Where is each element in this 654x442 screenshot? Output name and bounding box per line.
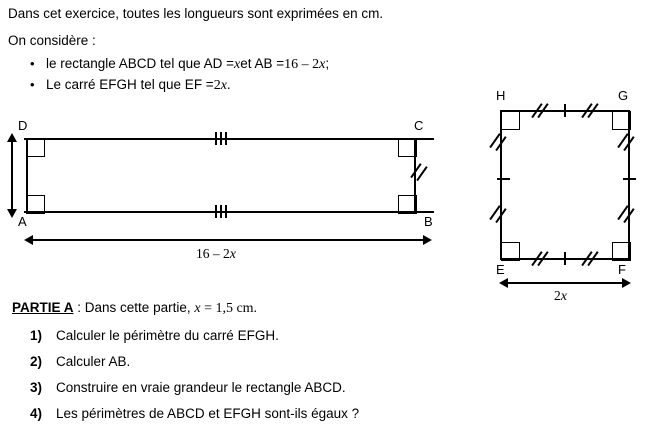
intro-text: Dans cet exercice, toutes les longueurs sont exprimées en cm. [8, 6, 384, 21]
segment-GF [628, 110, 630, 260]
partie-var: x [194, 301, 201, 316]
dimension-line-AB [33, 239, 423, 241]
vertex-label-A: A [18, 214, 27, 229]
dimension-prefix: 2 [554, 288, 561, 303]
bullet-expr-2: 2 [213, 78, 221, 93]
partie-value: = 1,5 cm. [200, 301, 258, 316]
partie-separator: : [73, 300, 85, 315]
question-text: Calculer AB. [56, 354, 131, 369]
dimension-arrow-right [423, 235, 432, 245]
dimension-arrow-down [7, 209, 17, 218]
list-item [30, 380, 470, 395]
segment-HE [500, 110, 502, 260]
question-text: Les périmètres de ABCD et EFGH sont-ils égaux ? [56, 406, 360, 421]
partie-text: Dans cette partie, [84, 300, 195, 315]
tick-mark-top-1 [215, 132, 217, 145]
right-angle-mark-F [612, 242, 631, 261]
tick-mark-top-center [564, 104, 566, 117]
partie-a-heading [12, 300, 257, 317]
tick-mark-bottom-2 [220, 205, 222, 218]
dimension-prefix: 16 – 2 [196, 246, 230, 261]
bullet-var-1a: x [234, 57, 241, 72]
bullet-expr-1: 16 – 2 [284, 57, 320, 72]
bullet-text-2b: . [226, 77, 231, 92]
right-angle-mark-E [501, 242, 520, 261]
bullet-var-2: x [220, 78, 227, 93]
question-number: 1) [30, 328, 43, 343]
vertex-label-F: F [618, 262, 626, 277]
vertex-label-C: C [414, 118, 424, 133]
question-text: Construire en vraie grandeur le rectangle ABCD. [56, 380, 346, 395]
bullet-dot-icon: • [30, 77, 35, 92]
vertex-label-B: B [424, 214, 433, 229]
tick-mark-bottom-center [564, 252, 566, 265]
question-number: 3) [30, 380, 43, 395]
tick-mark-right-center [623, 178, 636, 180]
bullet-text-1b: et AB = [240, 56, 285, 71]
vertex-label-G: G [618, 88, 629, 103]
list-item [30, 77, 450, 94]
bullet-text-1c: ; [325, 56, 330, 71]
tick-mark-top-2 [220, 132, 222, 145]
vertex-label-H: H [496, 88, 506, 103]
bullet-text-1a: le rectangle ABCD tel que AD = [46, 56, 234, 71]
tick-mark-bottom-3 [225, 205, 227, 218]
dimension-label-EF [554, 288, 567, 305]
tick-mark-top-3 [225, 132, 227, 145]
right-angle-mark-H [501, 111, 520, 130]
right-angle-mark-G [612, 111, 631, 130]
dimension-arrow-left [24, 235, 33, 245]
bullet-var-1b: x [319, 57, 326, 72]
right-angle-mark-B [398, 195, 417, 214]
tick-mark-bottom-1 [215, 205, 217, 218]
dimension-arrow-left [499, 278, 508, 288]
considere-text: On considère : [8, 33, 96, 48]
question-text: Calculer le périmètre du carré EFGH. [56, 328, 279, 343]
dimension-arrow-up [7, 133, 17, 142]
vertex-label-D: D [18, 118, 28, 133]
dimension-label-AB [196, 246, 236, 263]
segment-AB [24, 211, 434, 213]
bullet-dot-icon: • [30, 56, 35, 71]
dimension-arrow-right [622, 278, 631, 288]
figure-square-efgh [490, 86, 650, 304]
figure-rectangle-abcd [0, 112, 450, 262]
bullet-list [30, 56, 450, 98]
right-angle-mark-C [398, 138, 417, 157]
bullet-text-2a: Le carré EFGH tel que EF = [46, 77, 214, 92]
question-list [30, 328, 470, 432]
right-angle-mark-A [26, 195, 45, 214]
list-item [30, 56, 450, 73]
dimension-line-AD [11, 140, 13, 210]
dimension-var: x [229, 247, 236, 262]
vertex-label-E: E [496, 262, 505, 277]
tick-mark-left-center [497, 178, 510, 180]
list-item [30, 406, 470, 421]
segment-DC [24, 138, 434, 140]
list-item [30, 328, 470, 343]
question-number: 2) [30, 354, 43, 369]
partie-label: PARTIE A [12, 300, 74, 315]
dimension-var: x [560, 289, 567, 304]
list-item [30, 354, 470, 369]
question-number: 4) [30, 406, 43, 421]
dimension-line-EF [508, 282, 622, 284]
right-angle-mark-D [26, 138, 45, 157]
